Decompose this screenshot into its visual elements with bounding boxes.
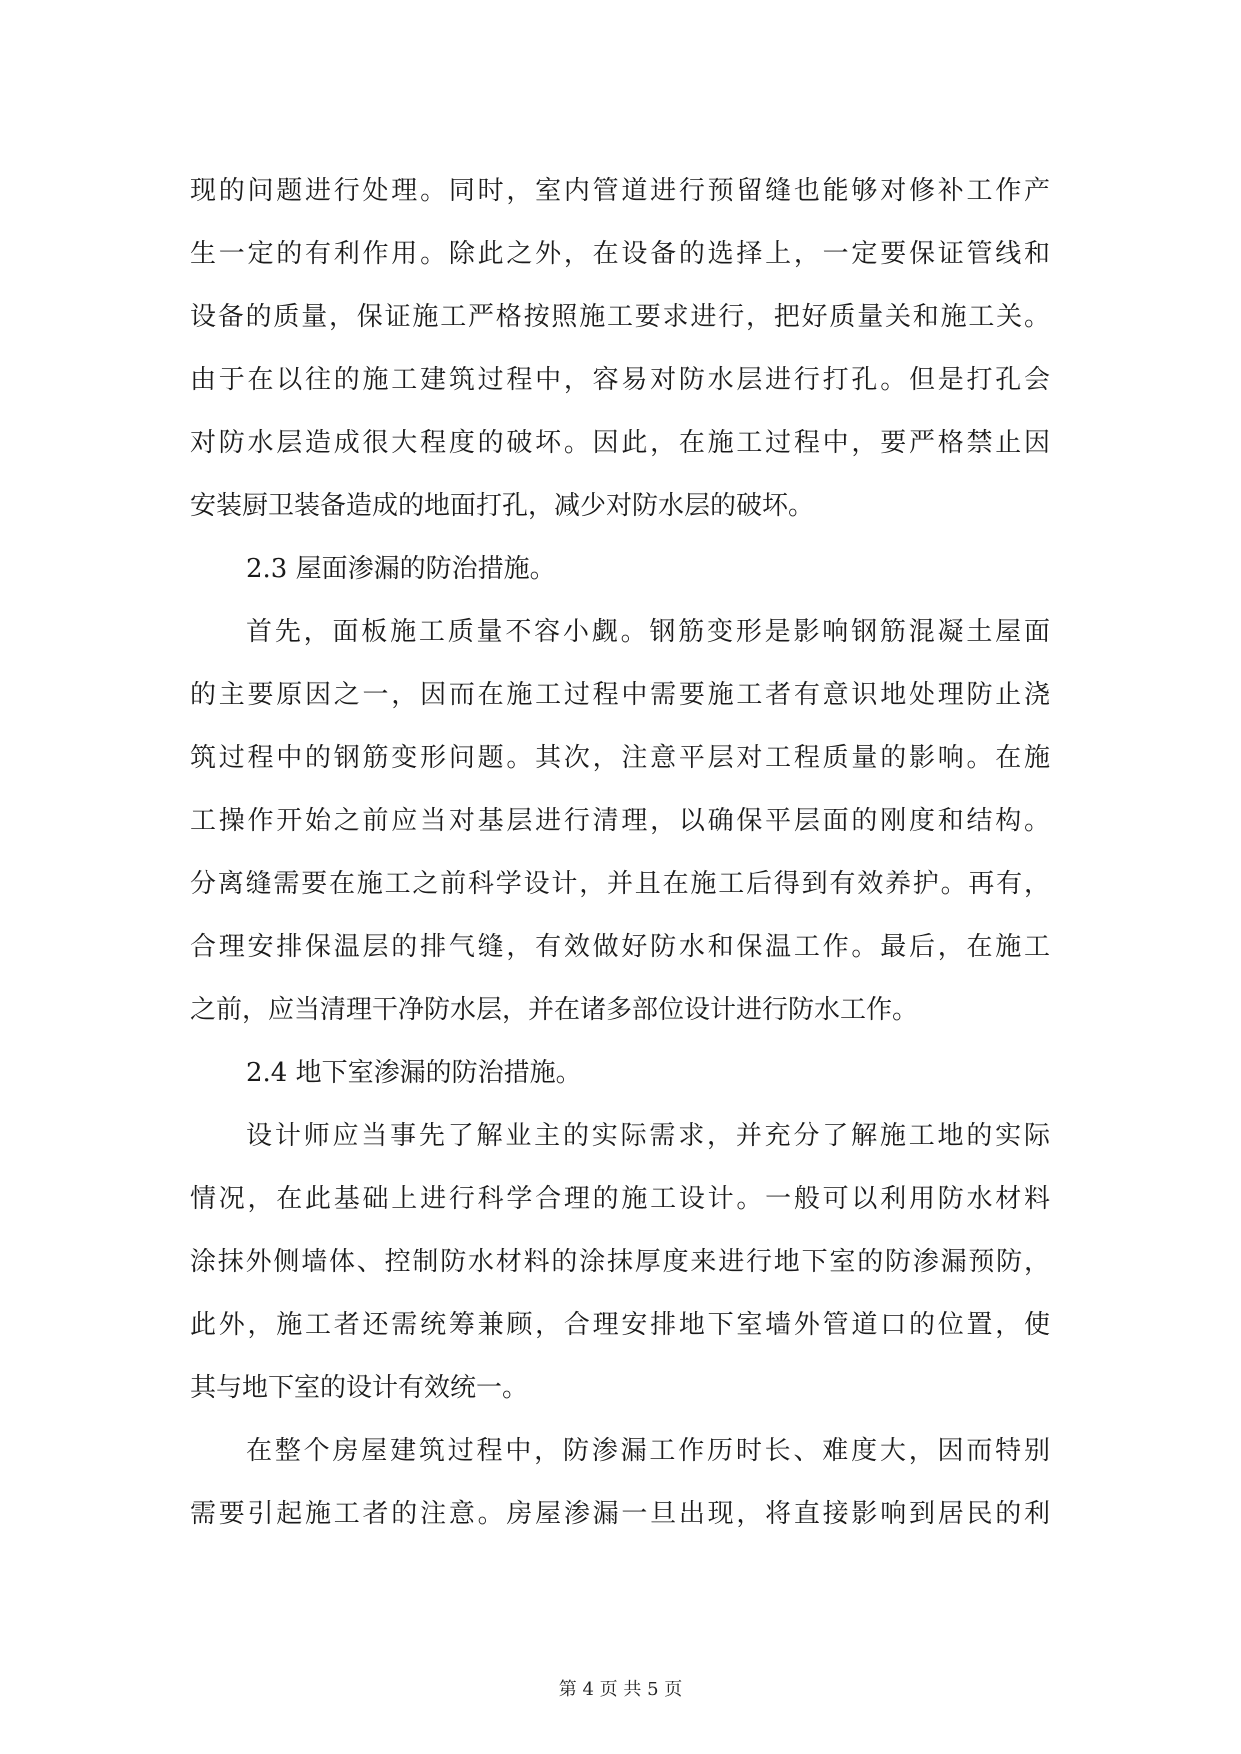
text-line: 安装厨卫装备造成的地面打孔，减少对防水层的破坏。 [190,491,815,521]
text-line: 首先，面板施工质量不容小觑。钢筋变形是影响钢筋混凝土屋面 [246,617,1050,647]
text-line: 其与地下室的设计有效统一。 [190,1373,529,1403]
text-line: 分离缝需要在施工之前科学设计，并且在施工后得到有效养护。再有， [190,869,1050,899]
text-line: 之前，应当清理干净防水层，并在诸多部位设计进行防水工作。 [190,995,919,1025]
text-line: 设备的质量，保证施工严格按照施工要求进行，把好质量关和施工关。 [190,302,1050,332]
text-line: 此外，施工者还需统筹兼顾，合理安排地下室墙外管道口的位置，使 [190,1310,1050,1340]
text-line: 由于在以往的施工建筑过程中，容易对防水层进行打孔。但是打孔会 [190,365,1050,395]
text-line: 工操作开始之前应当对基层进行清理，以确保平层面的刚度和结构。 [190,806,1050,836]
text-line: 筑过程中的钢筋变形问题。其次，注意平层对工程质量的影响。在施 [190,743,1050,773]
section-heading: 2.3 屋面渗漏的防治措施。 [246,554,556,584]
text-line: 在整个房屋建筑过程中，防渗漏工作历时长、难度大，因而特别 [246,1436,1050,1466]
text-line: 生一定的有利作用。除此之外，在设备的选择上，一定要保证管线和 [190,239,1050,269]
section-heading: 2.4 地下室渗漏的防治措施。 [246,1058,582,1088]
text-line: 涂抹外侧墙体、控制防水材料的涂抹厚度来进行地下室的防渗漏预防， [190,1247,1050,1277]
text-line: 的主要原因之一，因而在施工过程中需要施工者有意识地处理防止浇 [190,680,1050,710]
text-line: 需要引起施工者的注意。房屋渗漏一旦出现，将直接影响到居民的利 [190,1499,1050,1529]
text-line: 对防水层造成很大程度的破坏。因此，在施工过程中，要严格禁止因 [190,428,1050,458]
page-number-footer: 第 4 页 共 5 页 [558,1679,683,1700]
text-line: 设计师应当事先了解业主的实际需求，并充分了解施工地的实际 [246,1121,1050,1151]
text-line: 合理安排保温层的排气缝，有效做好防水和保温工作。最后，在施工 [190,932,1050,962]
body-text [190,160,1050,1546]
text-line: 现的问题进行处理。同时，室内管道进行预留缝也能够对修补工作产 [190,176,1050,206]
text-line: 情况，在此基础上进行科学合理的施工设计。一般可以利用防水材料 [190,1184,1050,1214]
